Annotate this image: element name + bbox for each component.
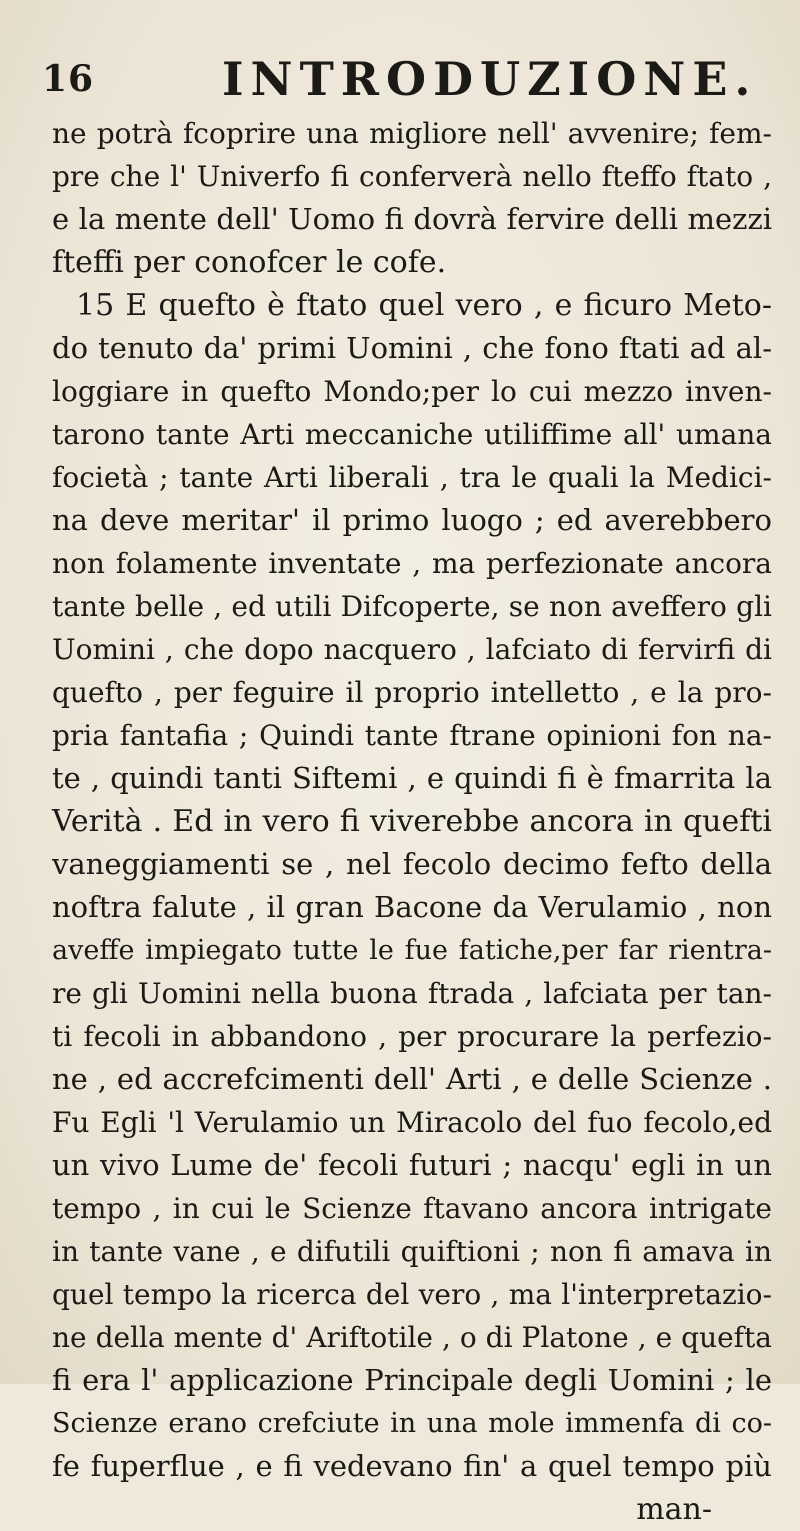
- text-line: 15 E quefto è ftato quel vero , e ficuro Meto-: [76, 288, 772, 323]
- text-line: focietà ; tante Arti liberali , tra le quali la Medici-: [52, 461, 772, 494]
- text-line: ti fecoli in abbandono , per procurare la perfezio-: [52, 1020, 772, 1053]
- text-line: fi era l' applicazione Principale degli Uomini ; le: [52, 1363, 772, 1397]
- text-line: vaneggiamenti se , nel fecolo decimo fefto della: [52, 847, 772, 881]
- text-line: quel tempo la ricerca del vero , ma l'interpretazio-: [52, 1278, 772, 1311]
- text-line: Fu Egli 'l Verulamio un Miracolo del fuo fecolo,ed: [52, 1106, 772, 1139]
- body-text: [52, 112, 772, 1531]
- text-line: fe fuperflue , e fi vedevano fin' a quel tempo più: [52, 1449, 772, 1483]
- text-line: Uomini , che dopo nacquero , lafciato di fervirfi di: [52, 633, 772, 666]
- text-line: pre che l' Univerfo fi conferverà nello fteffo ftato ,: [52, 160, 772, 193]
- text-line: quefto , per feguire il proprio intelletto , e la pro-: [52, 676, 772, 709]
- page-header: [30, 52, 770, 112]
- text-line: na deve meritar' il primo luogo ; ed averebbero: [52, 503, 772, 537]
- text-line: te , quindi tanti Siftemi , e quindi fi è fmarrita la: [52, 761, 772, 795]
- page-number: 16: [42, 58, 95, 100]
- text-line: re gli Uomini nella buona ftrada , lafciata per tan-: [52, 977, 772, 1010]
- text-line: tante belle , ed utili Difcoperte, se non aveffero gli: [52, 590, 772, 623]
- text-line: tempo , in cui le Scienze ftavano ancora intrigate: [52, 1192, 772, 1225]
- text-line: e la mente dell' Uomo fi dovrà fervire delli mezzi: [52, 202, 772, 236]
- text-line: pria fantafia ; Quindi tante ftrane opinioni fon na-: [52, 719, 772, 752]
- text-line: tarono tante Arti meccaniche utiliffime all' umana: [52, 418, 772, 451]
- text-line: do tenuto da' primi Uomini , che fono ftati ad al-: [52, 331, 772, 365]
- text-line: ne della mente d' Ariftotile , o di Platone , e quefta: [52, 1321, 772, 1354]
- text-line: non folamente inventate , ma perfezionate ancora: [52, 547, 772, 580]
- text-line: noftra falute , il gran Bacone da Verulamio , non: [52, 890, 772, 924]
- text-line: aveffe impiegato tutte le fue fatiche,per far rientra-: [52, 935, 772, 966]
- running-title: INTRODUZIONE.: [222, 52, 758, 106]
- text-line: Verità . Ed in vero fi viverebbe ancora in quefti: [52, 804, 772, 839]
- text-line: ne potrà fcoprire una migliore nell' avvenire; fem-: [52, 117, 772, 150]
- text-line: in tante vane , e difutili quiftioni ; non fi amava in: [52, 1235, 772, 1268]
- text-line: fteffi per conofcer le cofe.: [52, 245, 447, 280]
- text-line: loggiare in quefto Mondo;per lo cui mezzo inven-: [52, 375, 772, 408]
- text-line: Scienze erano crefciute in una mole immenfa di co-: [52, 1408, 772, 1439]
- catchword: man-: [636, 1492, 712, 1527]
- text-line: un vivo Lume de' fecoli futuri ; nacqu' egli in un: [52, 1148, 772, 1182]
- text-line: ne , ed accrefcimenti dell' Arti , e delle Scienze .: [52, 1062, 772, 1096]
